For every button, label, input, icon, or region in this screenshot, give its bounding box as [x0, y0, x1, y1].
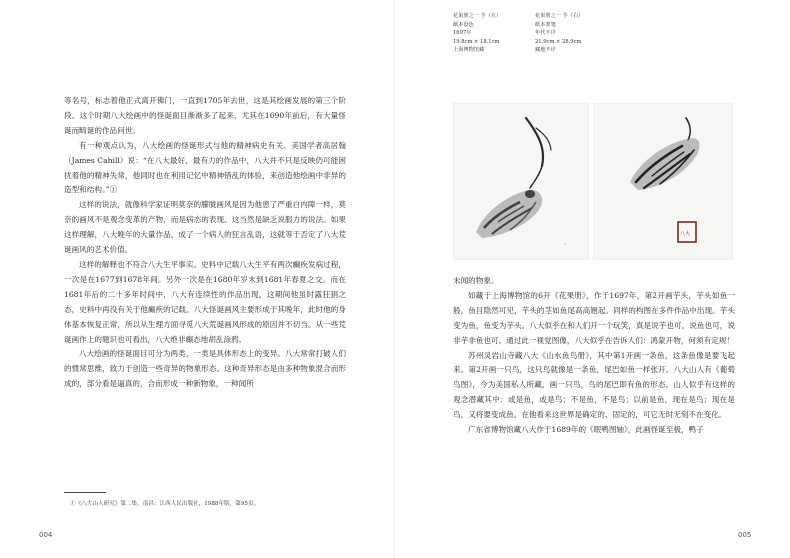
paragraph: 广东省博物馆藏八大作于1689年的《眠鸭图轴》，此画怪诞至极，鸭子 — [468, 425, 704, 435]
caption-medium: 纸本设色 — [453, 21, 474, 28]
paragraph: 有一种观点认为，八大绘画的怪诞形式与他的精神病史有关。美国学者高居翰（James Cahill）说：“在八大最好、最有力的作品中，八大并不只是反映仍可能困扰着他的精神失常，他同时也在利用记忆中精神错乱的体验，来创造他绘画中非异的造型和结构。”① — [64, 140, 346, 195]
footnote: ①《八大山人研究》第二集，南昌：江西人民出版社，1988年版，第95页。 — [70, 501, 260, 507]
taro-fish-ink-drawing — [454, 104, 588, 259]
paragraph: 如藏于上海博物馆的6开《花果册》，作于1697年，第2开画芋头，芋头如鱼一般，鱼目隐然可见，芋头的茎如鱼尾高高翘起。同样的构图在多件作品中出现。芋头变为鱼，鱼变为芋头。八大似乎在和人们开一个玩笑，真是说芋也可，说鱼也可，说非芋非鱼也可。通过此一视觉图像，八大似乎在告诉人们：鸿蒙开物，何须有定规！ — [453, 290, 735, 345]
right-page — [395, 0, 790, 558]
page-number-right: 005 — [738, 531, 752, 539]
caption-title: 花果册之一 芋（左） — [453, 13, 502, 19]
taro-painting-left — [453, 103, 589, 260]
caption-date: 1697年 — [453, 30, 472, 37]
paragraph: 未闻的物象。 — [453, 276, 499, 285]
caption-right — [535, 12, 583, 55]
taro-ink-drawing — [594, 104, 732, 259]
paragraph: 八大绘画的怪诞面目可分为两类，一类是具体形态上的变异。八大常常打破人们的惯常思维，致力于创造一些奇异的物象形态。这种奇异形态是由多种物象混合而形成的，部分看是逼真的，合而形成一种新物象，一种闻所 — [64, 349, 346, 389]
paragraph: 这样的说法，就像科学家证明莫奈的朦胧画风是因为他患了严重白内障一样，莫奈的画风不是观念变革的产物，而是病态的表现。这当然是缺乏说服力的说法。如果这样理解，八大晚年的大量作品，成了一个病人的狂言乱语，这就等于否定了八大荒诞画风的艺术价值。 — [64, 200, 346, 255]
footnote-divider — [64, 492, 106, 493]
caption-collection: 上海博物馆藏 — [453, 47, 485, 54]
caption-collection: 藏地不详 — [535, 47, 556, 54]
paragraph: 等名号，标志着他正式离开佛门，一直到1705年去世，这是其绘画发展的第三个阶段。这个时期八大绘画中的怪诞面目渐渐多了起来，尤其在1690年前后，有大量怪诞而畸诞的作品问世。 — [64, 96, 346, 135]
caption-left — [453, 12, 501, 55]
caption-medium: 纸本墨笔 — [535, 21, 556, 28]
paragraph: 这样的解释也不符合八大生平事实。史料中记载八大生平有两次癫疾发病过程，一次是在1677到1678年间。另外一次是在1680年岁末到1681年春夏之交。而在1681年后的二十多年时间中，八大有连续性的作品出现，这期间他虽时露狂狷之态，史料中再没有关于他癫疾的记载。八大怪诞画风主要形成于其晚年，此时他的身体基本恢复正常，所以从生理方面寻觅八大荒诞画风形成的原因并不切当。从一些荒诞画作上的题识也可看出，八大绝非癫态地胡乱涂鸦。 — [64, 259, 346, 344]
right-body-text — [453, 274, 735, 438]
caption-title: 花果册之一 芋（右） — [535, 13, 584, 19]
caption-date: 年代不详 — [535, 30, 556, 37]
taro-painting-right — [593, 103, 733, 260]
page-number-left: 004 — [39, 531, 53, 539]
paragraph: 苏州灵岩山寺藏八大《山水鱼鸟册》，其中第1开画一条鱼，这条鱼像是要飞起来。第2开画一只鸟，这只鸟就像是一条鱼，尾巴如鱼一样张开。八大山人有《葡萄鸟图》，今为美国私人所藏，画一只鸟，鸟的尾巴即有鱼的形态。山人似乎有这样的观念潜藏其中：或是鱼，或是鸟；不是鱼，不是鸟；以前是鱼，现在是鸟；现在是鸟，又将要变成鱼。在他看来这世界是确定的、固定的，可它无时无刻不在变化。 — [453, 350, 735, 420]
artist-seal-text: ᐡ — [564, 243, 566, 249]
caption-size: 21.9cm × 28.9cm — [535, 38, 582, 45]
caption-size: 19.8cm × 18.1cm — [453, 38, 500, 45]
seal-characters: 八大 — [680, 231, 691, 237]
left-body-text — [64, 94, 346, 392]
